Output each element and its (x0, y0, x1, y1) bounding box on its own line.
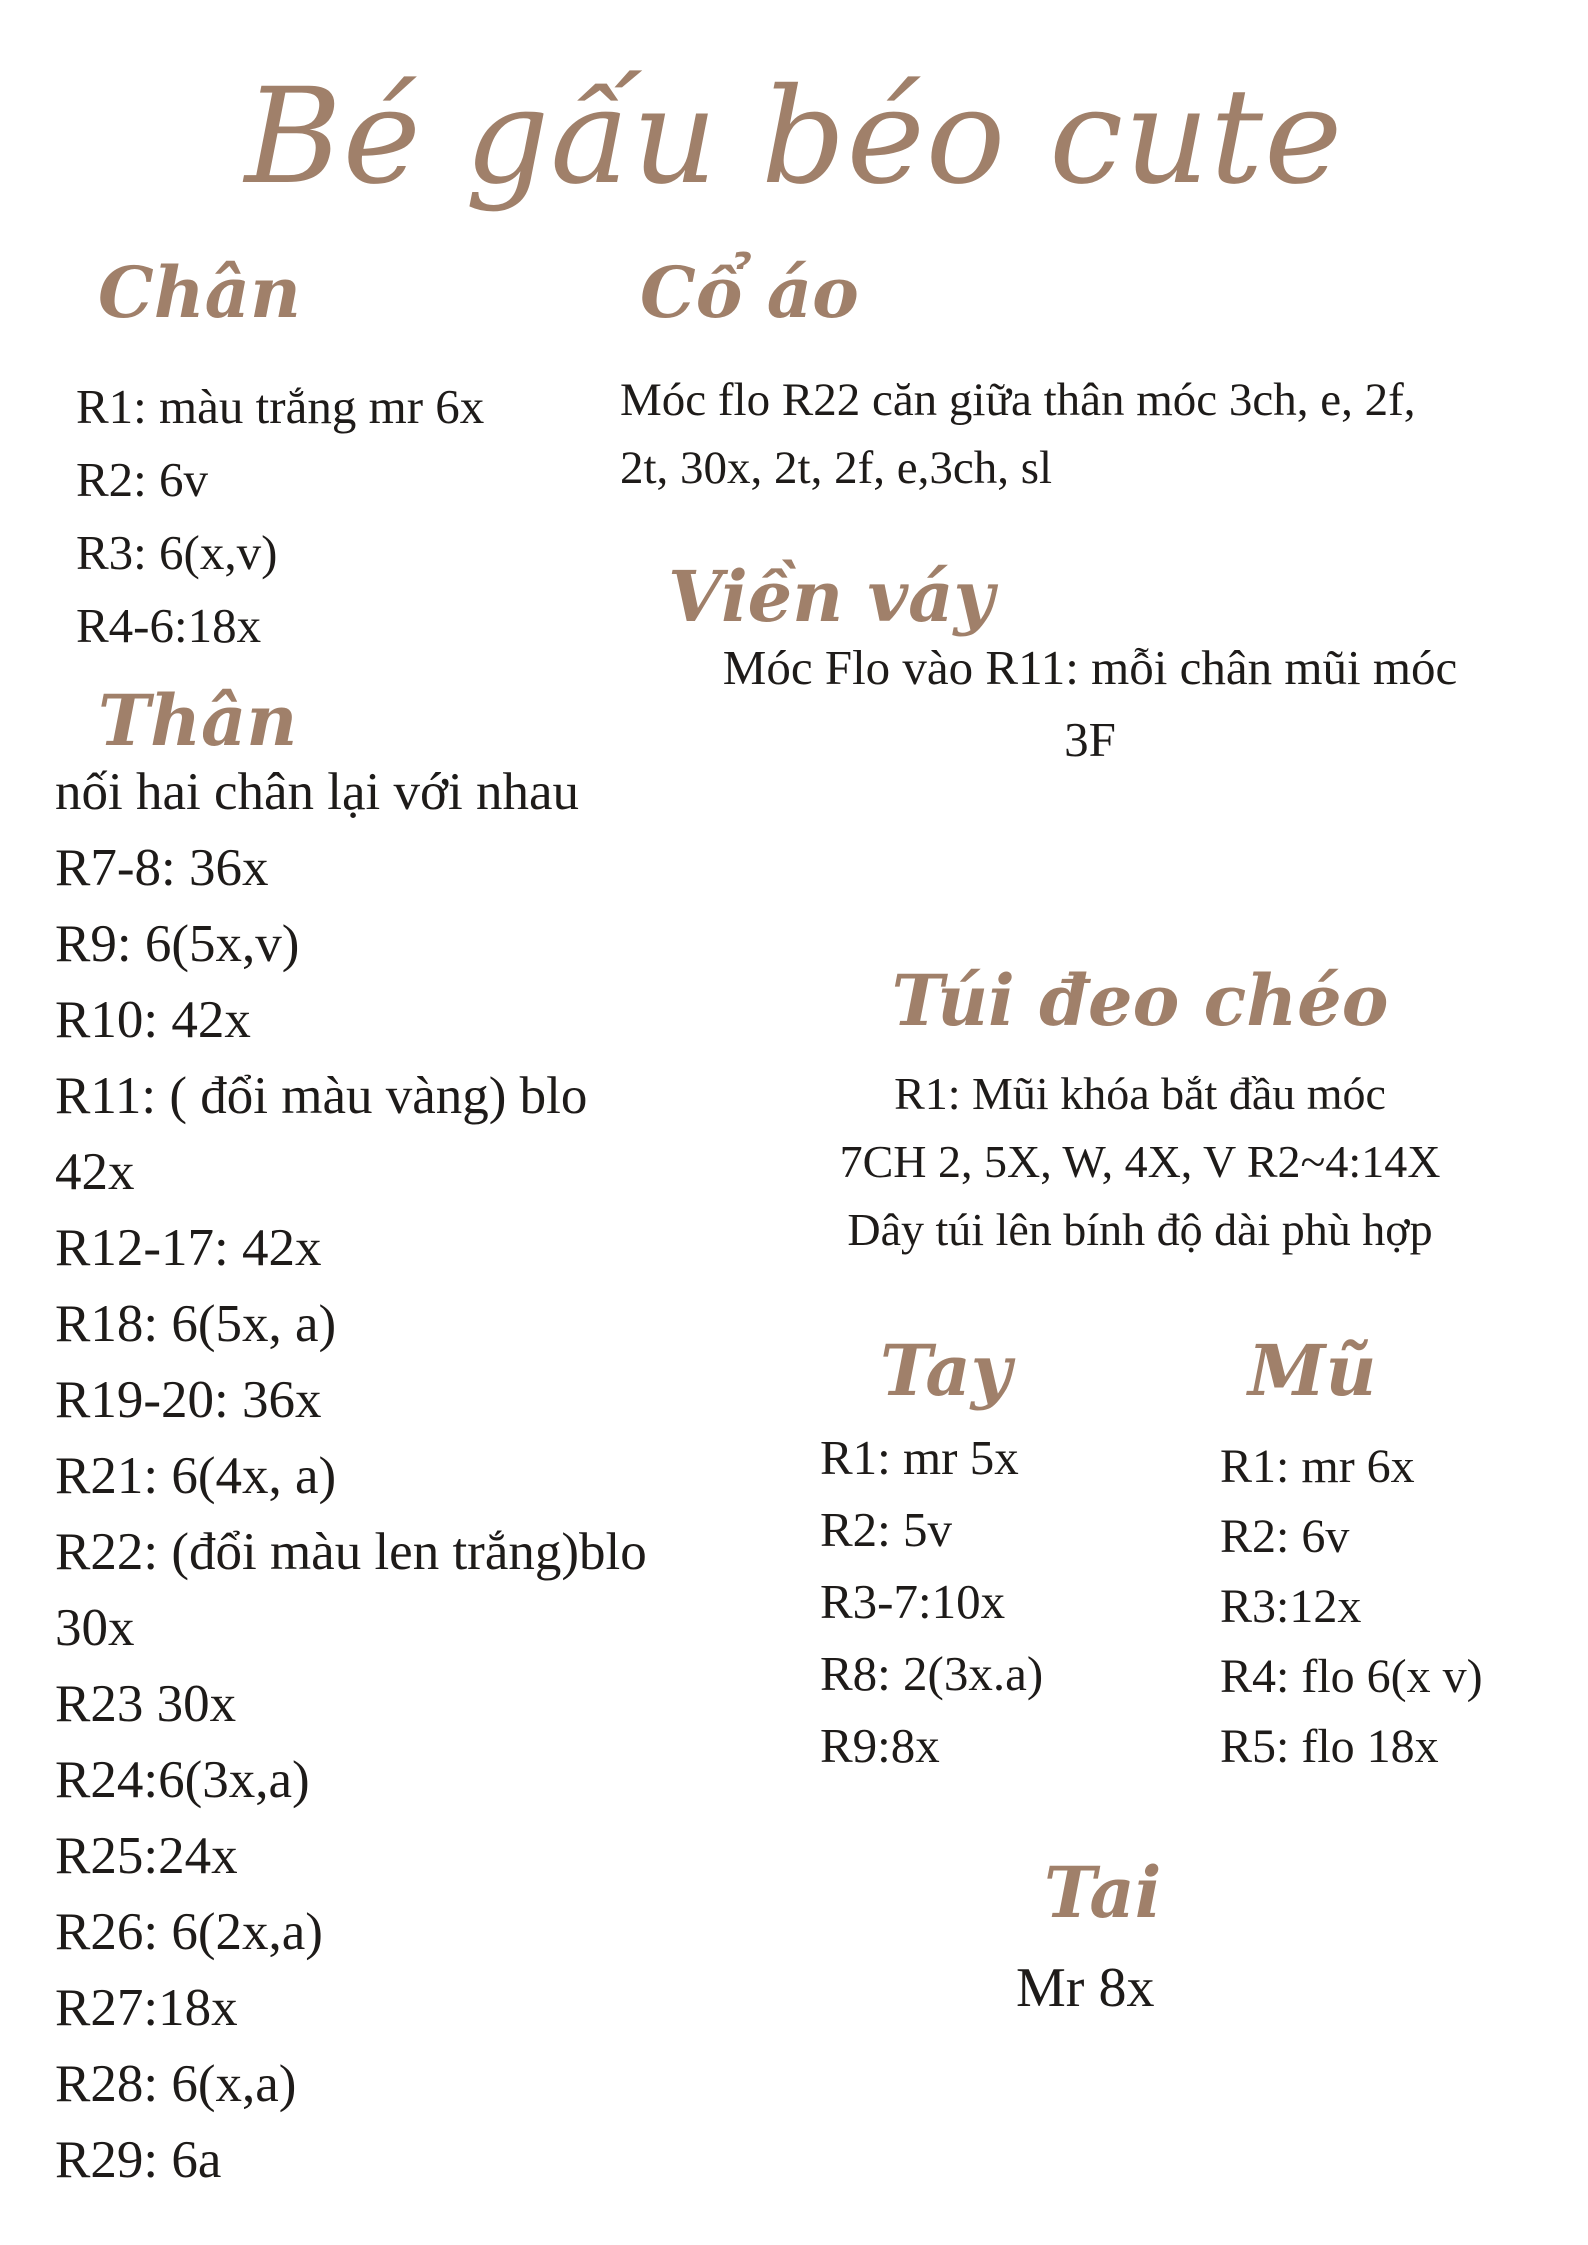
vien-vay-section (640, 632, 1540, 776)
tay-line: R2: 5v (820, 1502, 953, 1557)
mu-line: R5: flo 18x (1220, 1720, 1439, 1773)
chan-line: R1: màu trắng mr 6x (76, 379, 485, 434)
than-line: R19-20: 36x (55, 1371, 322, 1429)
heading-co-ao: Cổ áo (640, 251, 859, 334)
co-ao-section (620, 366, 1416, 502)
tay-line: R8: 2(3x.a) (820, 1646, 1044, 1701)
than-line: R7-8: 36x (55, 839, 269, 897)
than-line: R28: 6(x,a) (55, 2055, 297, 2113)
tay-section (820, 1422, 1043, 1782)
mu-line: R2: 6v (1220, 1510, 1350, 1563)
vien-vay-line: 3F (1064, 712, 1116, 767)
than-line: R11: ( đổi màu vàng) blo (55, 1067, 588, 1125)
heading-mu: Mũ (1248, 1329, 1377, 1412)
than-line: 30x (55, 1599, 135, 1657)
than-line: R26: 6(2x,a) (55, 1903, 323, 1961)
mu-line: R3:12x (1220, 1580, 1362, 1633)
than-line: R25:24x (55, 1827, 238, 1885)
heading-tai: Tai (1044, 1851, 1162, 1934)
than-line: R27:18x (55, 1979, 238, 2037)
tay-line: R1: mr 5x (820, 1430, 1019, 1485)
tai-line: Mr 8x (1016, 1957, 1155, 2019)
than-line: R21: 6(4x, a) (55, 1447, 337, 1505)
chan-line: R2: 6v (76, 452, 209, 507)
chan-line: R3: 6(x,v) (76, 525, 278, 580)
than-line: R18: 6(5x, a) (55, 1295, 337, 1353)
tui-line: 7CH 2, 5X, W, 4X, V R2~4:14X (839, 1136, 1441, 1187)
heading-tay: Tay (880, 1329, 1012, 1412)
vien-vay-line: Móc Flo vào R11: mỗi chân mũi móc (722, 640, 1458, 695)
chan-section (76, 370, 484, 662)
heading-than: Thân (98, 679, 298, 762)
tay-line: R3-7:10x (820, 1574, 1006, 1629)
mu-line: R4: flo 6(x v) (1220, 1650, 1483, 1703)
than-line: R24:6(3x,a) (55, 1751, 310, 1809)
tui-line: R1: Mũi khóa bắt đầu móc (894, 1068, 1386, 1119)
than-line: R10: 42x (55, 991, 251, 1049)
than-line: R29: 6a (55, 2131, 222, 2189)
tui-section (760, 1060, 1520, 1264)
heading-chan: Chân (98, 251, 301, 334)
than-line: R22: (đổi màu len trắng)blo (55, 1523, 647, 1581)
tai-section (1016, 1950, 1154, 2026)
chan-line: R4-6:18x (76, 598, 262, 653)
co-ao-line: 2t, 30x, 2t, 2f, e,3ch, sl (620, 442, 1053, 494)
tui-line: Dây túi lên bính độ dài phù hợp (847, 1204, 1433, 1255)
heading-tui-deo-cheo: Túi đeo chéo (891, 959, 1389, 1042)
tay-line: R9:8x (820, 1718, 940, 1773)
than-line: R12-17: 42x (55, 1219, 322, 1277)
heading-vien-vay: Viền váy (668, 555, 995, 638)
than-line: nối hai chân lại với nhau (55, 763, 580, 821)
mu-line: R1: mr 6x (1220, 1440, 1415, 1493)
page-title: Bé gấu béo cute (244, 60, 1344, 214)
than-line: R23 30x (55, 1675, 237, 1733)
than-line: 42x (55, 1143, 135, 1201)
co-ao-line: Móc flo R22 căn giữa thân móc 3ch, e, 2f, (620, 374, 1416, 426)
than-line: R9: 6(5x,v) (55, 915, 300, 973)
mu-section (1220, 1432, 1483, 1782)
